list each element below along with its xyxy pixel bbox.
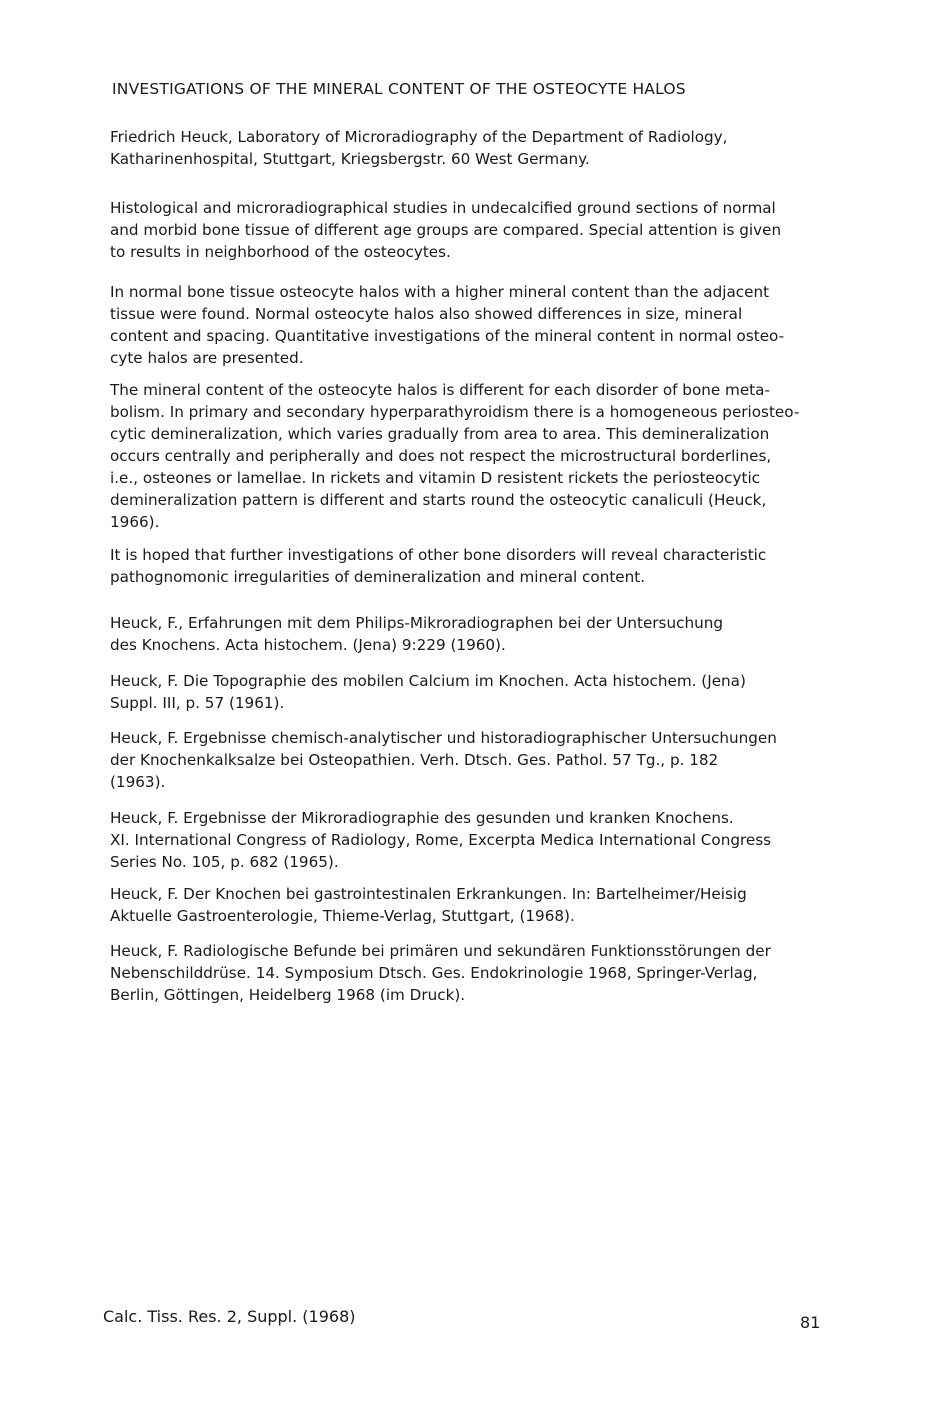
reference-line: Heuck, F. Der Knochen bei gastrointestinalen Erkrankungen. In: Bartelheimer/Heisig [110, 885, 747, 903]
reference-line: Heuck, F. Ergebnisse der Mikroradiographie des gesunden und kranken Knochens. [110, 809, 734, 827]
text-line: It is hoped that further investigations of other bone disorders will reveal characteristic [110, 546, 767, 564]
author-line: Friedrich Heuck, Laboratory of Microradiography of the Department of Radiology, [110, 128, 728, 146]
reference-entry [110, 670, 746, 714]
text-line: bolism. In primary and secondary hyperparathyroidism there is a homogeneous periosteo- [110, 403, 800, 421]
text-line: i.e., osteones or lamellae. In rickets and vitamin D resistent rickets the periosteocytic [110, 469, 761, 487]
reference-line: Suppl. III, p. 57 (1961). [110, 694, 285, 712]
reference-entry [110, 807, 771, 873]
abstract-paragraph [110, 544, 766, 588]
reference-entry [110, 883, 747, 927]
reference-line: (1963). [110, 773, 166, 791]
abstract-paragraph [110, 197, 781, 263]
reference-line: Heuck, F. Radiologische Befunde bei primären und sekundären Funktionsstörungen der [110, 942, 771, 960]
text-line: cyte halos are presented. [110, 349, 304, 367]
reference-line: Berlin, Göttingen, Heidelberg 1968 (im Druck). [110, 986, 466, 1004]
text-line: The mineral content of the osteocyte halos is different for each disorder of bone meta- [110, 381, 770, 399]
text-line: pathognomonic irregularities of demineralization and mineral content. [110, 568, 646, 586]
journal-citation: Calc. Tiss. Res. 2, Suppl. (1968) [103, 1307, 356, 1326]
reference-line: XI. International Congress of Radiology, Rome, Excerpta Medica International Congress [110, 831, 772, 849]
reference-line: Heuck, F. Die Topographie des mobilen Calcium im Knochen. Acta histochem. (Jena) [110, 672, 746, 690]
abstract-paragraph [110, 281, 784, 369]
reference-line: der Knochenkalksalze bei Osteopathien. Verh. Dtsch. Ges. Pathol. 57 Tg., p. 182 [110, 751, 719, 769]
reference-line: Series No. 105, p. 682 (1965). [110, 853, 339, 871]
text-line: 1966). [110, 513, 160, 531]
author-line: Katharinenhospital, Stuttgart, Kriegsbergstr. 60 West Germany. [110, 150, 590, 168]
page-number: 81 [800, 1313, 821, 1332]
reference-line: Heuck, F., Erfahrungen mit dem Philips-Mikroradiographen bei der Untersuchung [110, 614, 723, 632]
text-line: to results in neighborhood of the osteocytes. [110, 243, 451, 261]
text-line: Histological and microradiographical studies in undecalcified ground sections of normal [110, 199, 776, 217]
text-line: and morbid bone tissue of different age groups are compared. Special attention is given [110, 221, 782, 239]
text-line: content and spacing. Quantitative investigations of the mineral content in normal osteo- [110, 327, 785, 345]
reference-entry [110, 940, 771, 1006]
author-affiliation [110, 126, 727, 170]
abstract-paragraph [110, 379, 799, 533]
reference-entry [110, 727, 777, 793]
text-line: tissue were found. Normal osteocyte halos also showed differences in size, mineral [110, 305, 743, 323]
reference-line: Heuck, F. Ergebnisse chemisch-analytischer und historadiographischer Untersuchungen [110, 729, 777, 747]
reference-line: des Knochens. Acta histochem. (Jena) 9:229 (1960). [110, 636, 506, 654]
reference-line: Nebenschilddrüse. 14. Symposium Dtsch. Ges. Endokrinologie 1968, Springer-Verlag, [110, 964, 758, 982]
reference-line: Aktuelle Gastroenterologie, Thieme-Verlag, Stuttgart, (1968). [110, 907, 575, 925]
text-line: cytic demineralization, which varies gradually from area to area. This demineralization [110, 425, 770, 443]
paper-title: INVESTIGATIONS OF THE MINERAL CONTENT OF THE OSTEOCYTE HALOS [112, 80, 686, 98]
text-line: demineralization pattern is different and starts round the osteocytic canaliculi (Heuck, [110, 491, 767, 509]
text-line: In normal bone tissue osteocyte halos with a higher mineral content than the adjacent [110, 283, 770, 301]
reference-entry [110, 612, 723, 656]
text-line: occurs centrally and peripherally and does not respect the microstructural borderlines, [110, 447, 772, 465]
